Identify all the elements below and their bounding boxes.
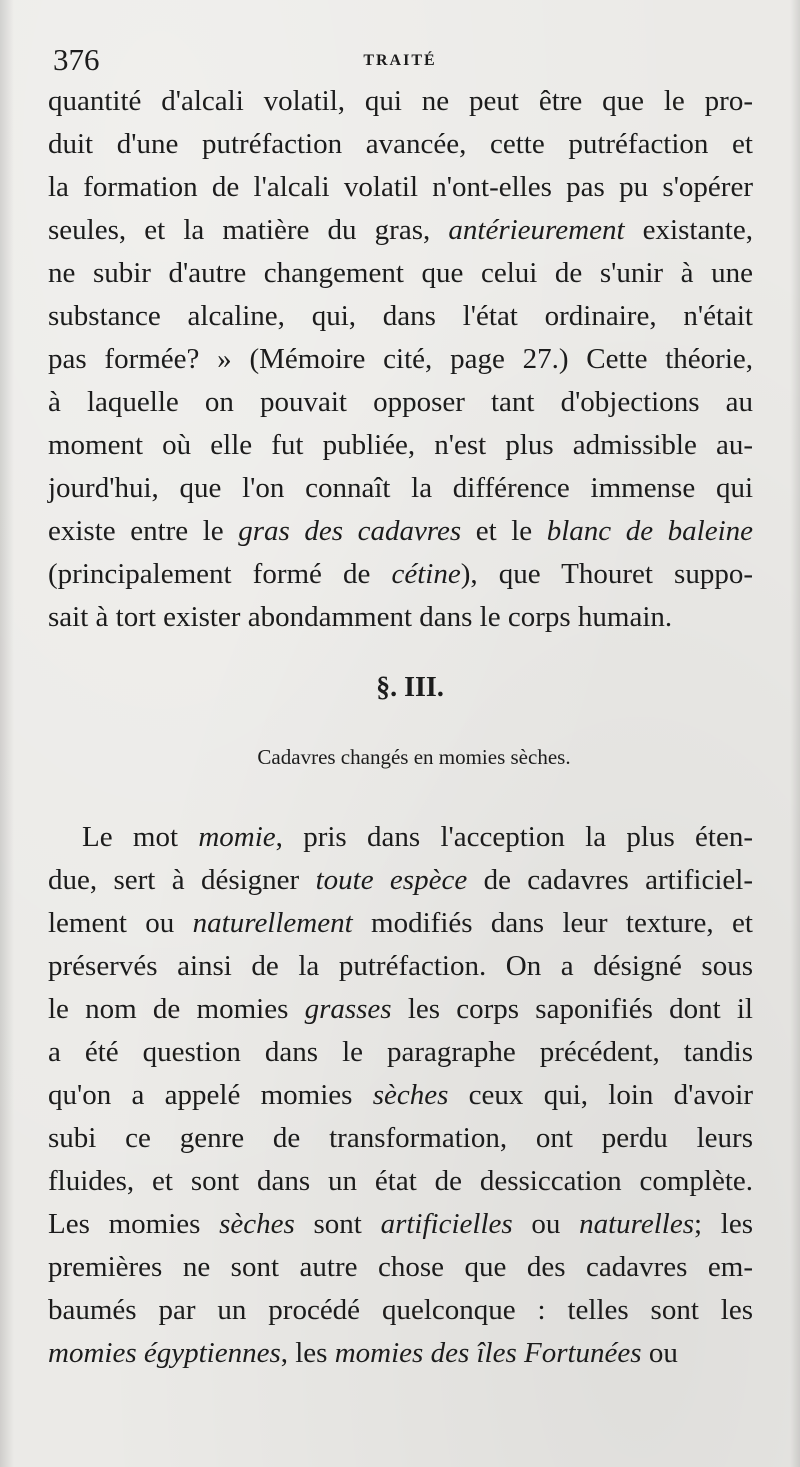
page-number: 376 [53,42,100,77]
text-line [48,902,753,945]
page-header [50,40,750,80]
text-segment: existe entre le [48,515,239,547]
text-line: ne subir d'autre changement que celui de s'unir à une [48,257,753,289]
text-segment: qu'on a appelé momies [48,1079,373,1111]
text-segment: ou [641,1337,678,1369]
text-line [48,209,753,252]
italic-term: sèches [372,1079,449,1111]
italic-term: toute espèce [315,864,468,896]
text-line [48,859,753,902]
text-line: préservés ainsi de la putréfaction. On a désigné sous [48,950,753,982]
text-segment: Les momies [48,1208,220,1240]
paragraph-continuation [48,80,753,639]
text-line: duit d'une putréfaction avancée, cette putréfaction et [48,128,753,160]
text-segment: seules, et la matière du gras, [48,214,449,246]
text-line: baumés par un procédé quelconque : telles sont les [48,1294,753,1326]
italic-term: gras des cadavres [238,515,462,547]
italic-term: momies des îles Fortunées [334,1337,642,1369]
section-title: Cadavres changés en momies sèches. [257,745,571,769]
italic-term: naturellement [192,907,353,939]
italic-term: grasses [304,993,392,1025]
text-segment: due, sert à désigner [48,864,316,896]
text-segment: Le mot [82,821,199,853]
text-segment: , pris dans l'acception la plus éten- [275,821,753,853]
section-number: §. III. [376,672,444,703]
italic-term: naturelles [579,1208,695,1240]
text-segment: , les [280,1337,335,1369]
text-line [48,1203,753,1246]
text-line: moment où elle fut publiée, n'est plus admissible au- [48,429,753,461]
text-segment: existante, [624,214,753,246]
text-segment: ), que Thouret suppo- [460,558,753,590]
text-line: subi ce genre de transformation, ont perdu leurs [48,1122,753,1154]
text-line: pas formée? » (Mémoire cité, page 27.) Cette théorie, [48,343,753,375]
text-segment: et le [461,515,547,547]
text-segment: ceux qui, loin d'avoir [448,1079,753,1111]
text-line: a été question dans le paragraphe précédent, tandis [48,1036,753,1068]
text-segment: ; les [694,1208,753,1240]
italic-term: blanc de baleine [546,515,754,547]
italic-term: cétine [391,558,461,590]
italic-term: momies égyptiennes [48,1337,281,1369]
text-segment: modifiés dans leur texture, et [352,907,753,939]
text-segment: les corps saponifiés dont il [391,993,753,1025]
text-segment: le nom de momies [48,993,305,1025]
text-line: à laquelle on pouvait opposer tant d'objections au [48,386,753,418]
text-line: sait à tort exister abondamment dans le corps humain. [48,601,673,633]
text-line: substance alcaline, qui, dans l'état ordinaire, n'était [48,300,753,332]
text-line [48,988,753,1031]
text-line: fluides, et sont dans un état de dessiccation complète. [48,1165,753,1197]
italic-term: artificielles [380,1208,513,1240]
text-segment: lement ou [48,907,193,939]
text-segment: ou [512,1208,580,1240]
text-line: quantité d'alcali volatil, qui ne peut être que le pro- [48,85,753,117]
paragraph-momies [48,816,753,1375]
italic-term: momie [198,821,276,853]
text-line [48,816,753,859]
text-line: jourd'hui, que l'on connaît la différence immense qui [48,472,753,504]
italic-term: antérieurement [448,214,625,246]
italic-term: sèches [219,1208,295,1240]
running-head: TRAITÉ [363,52,437,69]
text-segment: sont [294,1208,381,1240]
text-segment: (principalement formé de [48,558,392,590]
text-line [48,553,753,596]
text-line [48,1332,753,1375]
text-segment: de cadavres artificiel- [467,864,753,896]
text-line [48,510,753,553]
text-line [48,1074,753,1117]
text-line: premières ne sont autre chose que des cadavres em- [48,1251,753,1283]
text-line: la formation de l'alcali volatil n'ont-elles pas pu s'opérer [48,171,753,203]
